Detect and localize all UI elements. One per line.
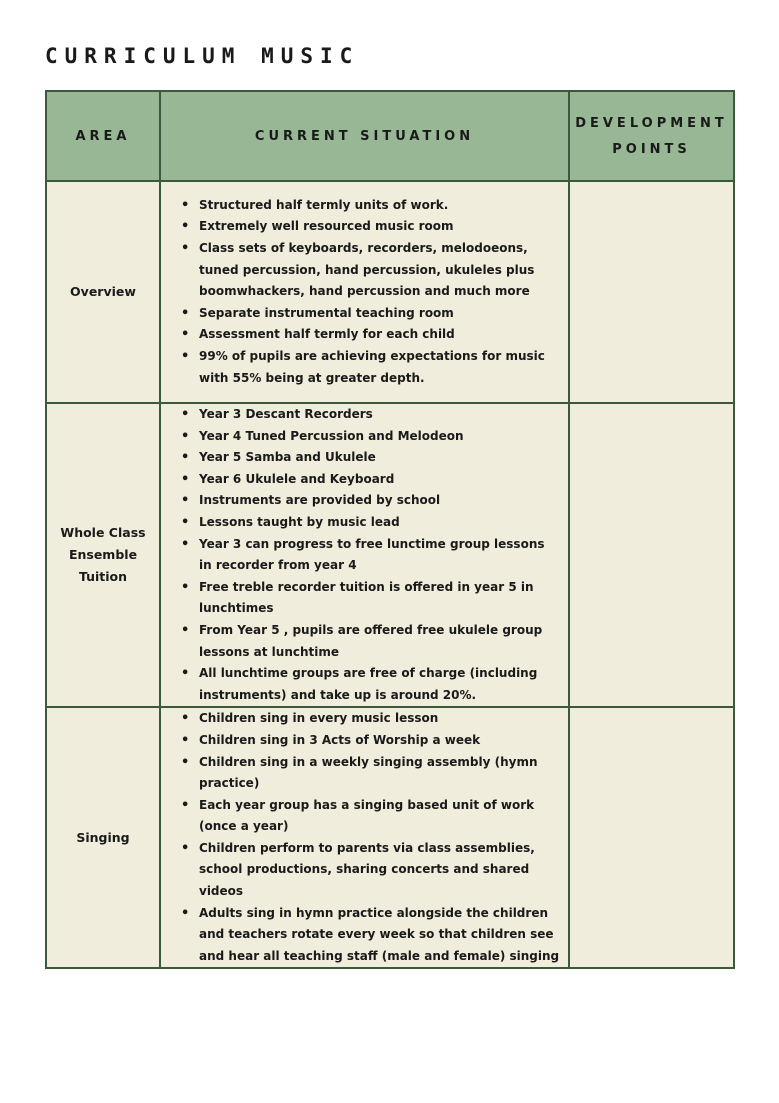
header-area: AREA (46, 91, 160, 181)
list-item: • Year 3 Descant Recorders (199, 404, 560, 426)
table-row (46, 403, 734, 707)
situation-list (161, 404, 568, 706)
list-item: • Year 3 can progress to free lunctime group lessons in recorder from year 4 (199, 534, 560, 577)
area-cell (46, 403, 160, 707)
list-item: • Instruments are provided by school (199, 490, 560, 512)
situation-list (161, 708, 568, 967)
header-development-points (569, 91, 734, 181)
list-item: • Year 4 Tuned Percussion and Melodeon (199, 426, 560, 448)
list-item: • Assessment half termly for each child (199, 324, 560, 346)
area-label: Whole Class (60, 525, 146, 541)
list-item: • Year 6 Ukulele and Keyboard (199, 469, 560, 491)
list-item: • Children sing in a weekly singing assembly (hymn practice) (199, 752, 560, 795)
list-item: • Class sets of keyboards, recorders, melodoeons, tuned percussion, hand percussion, ukuleles plus boomwhackers, hand percussion and much more (199, 238, 560, 303)
list-item: • Children sing in every music lesson (199, 708, 560, 730)
area-label: Tuition (78, 569, 128, 585)
table-header-row (46, 91, 734, 181)
situation-list (161, 195, 568, 389)
table-row (46, 181, 734, 403)
curriculum-table (45, 90, 735, 969)
list-item: • 99% of pupils are achieving expectations for music with 55% being at greater depth. (199, 346, 560, 389)
list-item: • Extremely well resourced music room (199, 216, 560, 238)
header-current-situation: CURRENT SITUATION (160, 91, 569, 181)
development-cell (569, 403, 734, 707)
list-item: • Structured half termly units of work. (199, 195, 560, 217)
situation-cell (160, 181, 569, 403)
header-development-line1: DEVELOPMENT (575, 116, 728, 131)
list-item: • Year 5 Samba and Ukulele (199, 447, 560, 469)
area-cell (46, 181, 160, 403)
list-item: • Each year group has a singing based unit of work (once a year) (199, 795, 560, 838)
list-item: • Adults sing in hymn practice alongside the children and teachers rotate every week so that children see and hear all teaching staff (male and female) singing (199, 903, 560, 968)
table-row (46, 707, 734, 968)
development-cell (569, 707, 734, 968)
list-item: • Separate instrumental teaching room (199, 303, 560, 325)
list-item: • Free treble recorder tuition is offered in year 5 in lunchtimes (199, 577, 560, 620)
list-item: • Children sing in 3 Acts of Worship a week (199, 730, 560, 752)
situation-cell (160, 403, 569, 707)
list-item: • Lessons taught by music lead (199, 512, 560, 534)
page-title: CURRICULUM MUSIC (45, 44, 360, 68)
area-label: Singing (76, 829, 130, 845)
area-label: Ensemble (68, 547, 138, 563)
development-cell (569, 181, 734, 403)
area-cell (46, 707, 160, 968)
header-development-line2: POINTS (612, 142, 691, 157)
situation-cell (160, 707, 569, 968)
list-item: • All lunchtime groups are free of charge (including instruments) and take up is around 20%. (199, 663, 560, 706)
list-item: • Children perform to parents via class assemblies, school productions, sharing concerts and shared videos (199, 838, 560, 903)
list-item: • From Year 5 , pupils are offered free ukulele group lessons at lunchtime (199, 620, 560, 663)
area-label: Overview (70, 284, 136, 299)
